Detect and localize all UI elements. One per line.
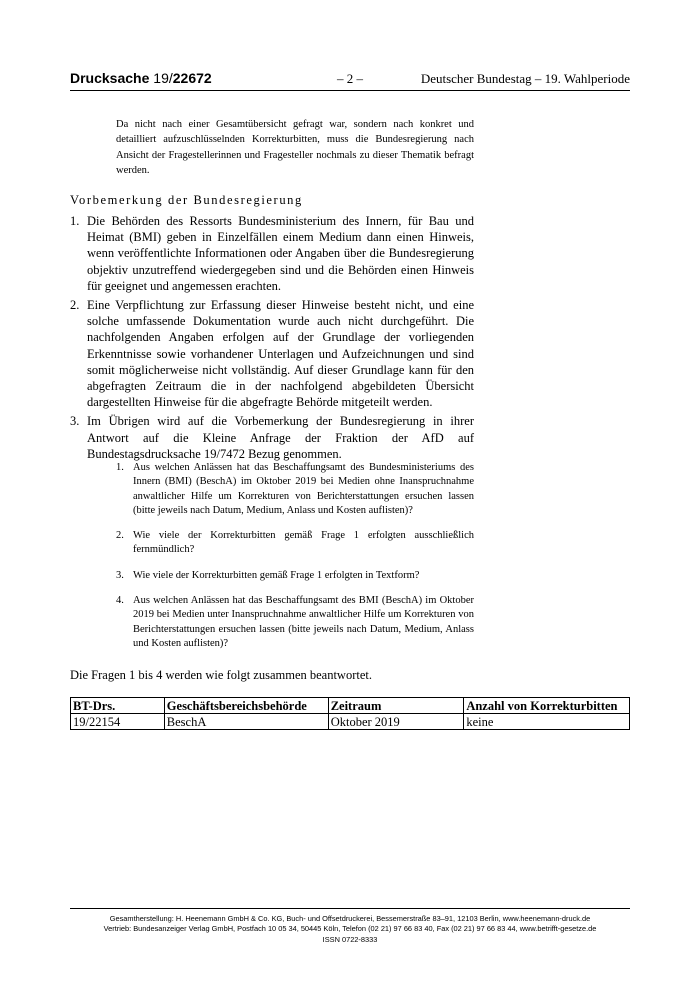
imprint-line: Vertrieb: Bundesanzeiger Verlag GmbH, Postfach 10 05 34, 50445 Köln, Telefon (02 21) 97 66 83 40, Fax (02 21) 97 66 83 44, www.betrifft-gesetze.de <box>103 924 597 934</box>
page-header <box>70 70 630 90</box>
question-number: 4. <box>116 595 124 607</box>
item-text: Im Übrigen wird auf die Vorbemerkung der Bundesregierung in ihrer Antwort auf die Kleine Anfrage der Fraktion der AfD auf Bundestagsdrucksache 19/7472 Bezug genommen. <box>87 414 474 461</box>
item-text: Eine Verpflichtung zur Erfassung dieser Hinweise besteht nicht, und eine solche umfassende Dokumentation wurde auch nicht durchgeführt. Die nachfolgenden Angaben erfolgen auf der Grundlage der vorliegenden Erkenntnisse sowie vorhandener Unterlagen und Aufzeichnungen und sind somit möglicherweise nicht vollständig. Auf dieser Grundlage kann für den abgefragten Zeitraum die in der nachfolgend abgebildeten Übersicht dargestellten Hinweise für die abgefragte Behörde mitgeteilt werden. <box>87 298 474 410</box>
question-number: 1. <box>116 462 124 473</box>
table-header-row <box>71 698 630 714</box>
question-number: 3. <box>116 569 124 581</box>
table-row <box>71 714 630 730</box>
answer-intro: Die Fragen 1 bis 4 werden wie folgt zusammen beantwortet. <box>70 668 372 682</box>
question-text: Wie viele der Korrekturbitten gemäß Frage 1 erfolgten ausschließlich fernmündlich? <box>133 530 474 556</box>
question-number: 2. <box>116 530 124 542</box>
item-number: 1. <box>70 214 80 228</box>
imprint-line: Gesamtherstellung: H. Heenemann GmbH & Co. KG, Buch- und Offsetdruckerei, Bessemerstraße 83–91, 12103 Berlin, www.heenemann-druck.de <box>109 914 591 923</box>
question-text: Aus welchen Anlässen hat das Beschaffungsamt des Bundesministeriums des Innern (BMI) (BeschA) im Oktober 2019 bei Medien ohne Inanspruchnahme anwaltlicher Hilfe um Korrekturen von Berichterstattungen ersuchen lassen (bitte jeweils nach Datum, Medium, Anlass und Kosten auflisten)? <box>133 462 474 516</box>
vorbemerkung-item <box>70 297 474 410</box>
vorbemerkung-item <box>70 213 474 294</box>
header-rule <box>70 90 630 91</box>
table-cell: 19/22154 <box>71 714 165 730</box>
publisher-label: Deutscher Bundestag – 19. Wahlperiode <box>420 71 630 86</box>
imprint-footer <box>70 914 630 945</box>
table-cell: Oktober 2019 <box>328 714 464 730</box>
table-cell: BeschA <box>164 714 328 730</box>
vorbemerkung-item <box>70 413 474 462</box>
item-number: 2. <box>70 298 80 313</box>
question-text: Wie viele der Korrekturbitten gemäß Frage 1 erfolgten in Textform? <box>133 569 420 581</box>
footer-rule <box>70 908 630 909</box>
column-header: BT-Drs. <box>71 698 165 714</box>
question-item <box>116 529 474 558</box>
table-cell: keine <box>464 714 630 730</box>
intro-quote: Da nicht nach einer Gesamtübersicht gefragt war, sondern nach konkret und detailliert aufzuschlüsselnden Korrekturbitten, muss die Bundesregierung nach Ansicht der Fragestellerinnen und Fragesteller nochmals zu dieser Thematik befragt werden. <box>116 119 474 177</box>
column-header: Zeitraum <box>328 698 464 714</box>
issn-line: ISSN 0722-8333 <box>322 934 378 944</box>
question-text: Aus welchen Anlässen hat das Beschaffungsamt des BMI (BeschA) im Oktober 2019 bei Medien unter Inanspruchnahme anwaltlicher Hilfe um Korrekturen von Berichterstattungen ersuchen lassen (bitte jeweils nach Datum, Medium, Anlass und Kosten auflisten)? <box>133 595 474 649</box>
document-number: Drucksache 19/22672 <box>70 70 212 86</box>
question-item <box>116 594 474 651</box>
column-header: Geschäftsbereichsbehörde <box>164 698 328 714</box>
vorbemerkung-heading: Vorbemerkung der Bundesregierung <box>70 193 303 207</box>
corrections-table <box>70 697 630 730</box>
question-item <box>116 461 474 518</box>
vorbemerkung-list <box>70 213 474 465</box>
questions-list <box>116 461 474 662</box>
item-number: 3. <box>70 414 80 429</box>
question-item <box>116 569 474 583</box>
item-text: Die Behörden des Ressorts Bundesministerium des Innern, für Bau und Heimat (BMI) geben in Einzelfällen einem Medium dann einen Hinweis, wenn veröffentlichte Informationen oder Angaben über die Bundesregierung objektiv unzutreffend wiedergegeben sind und die Behörden einen Hinweis für geeignet und angemessen erachten. <box>87 214 474 293</box>
column-header: Anzahl von Korrekturbitten <box>464 698 630 714</box>
page-number: – 2 – <box>337 71 363 86</box>
